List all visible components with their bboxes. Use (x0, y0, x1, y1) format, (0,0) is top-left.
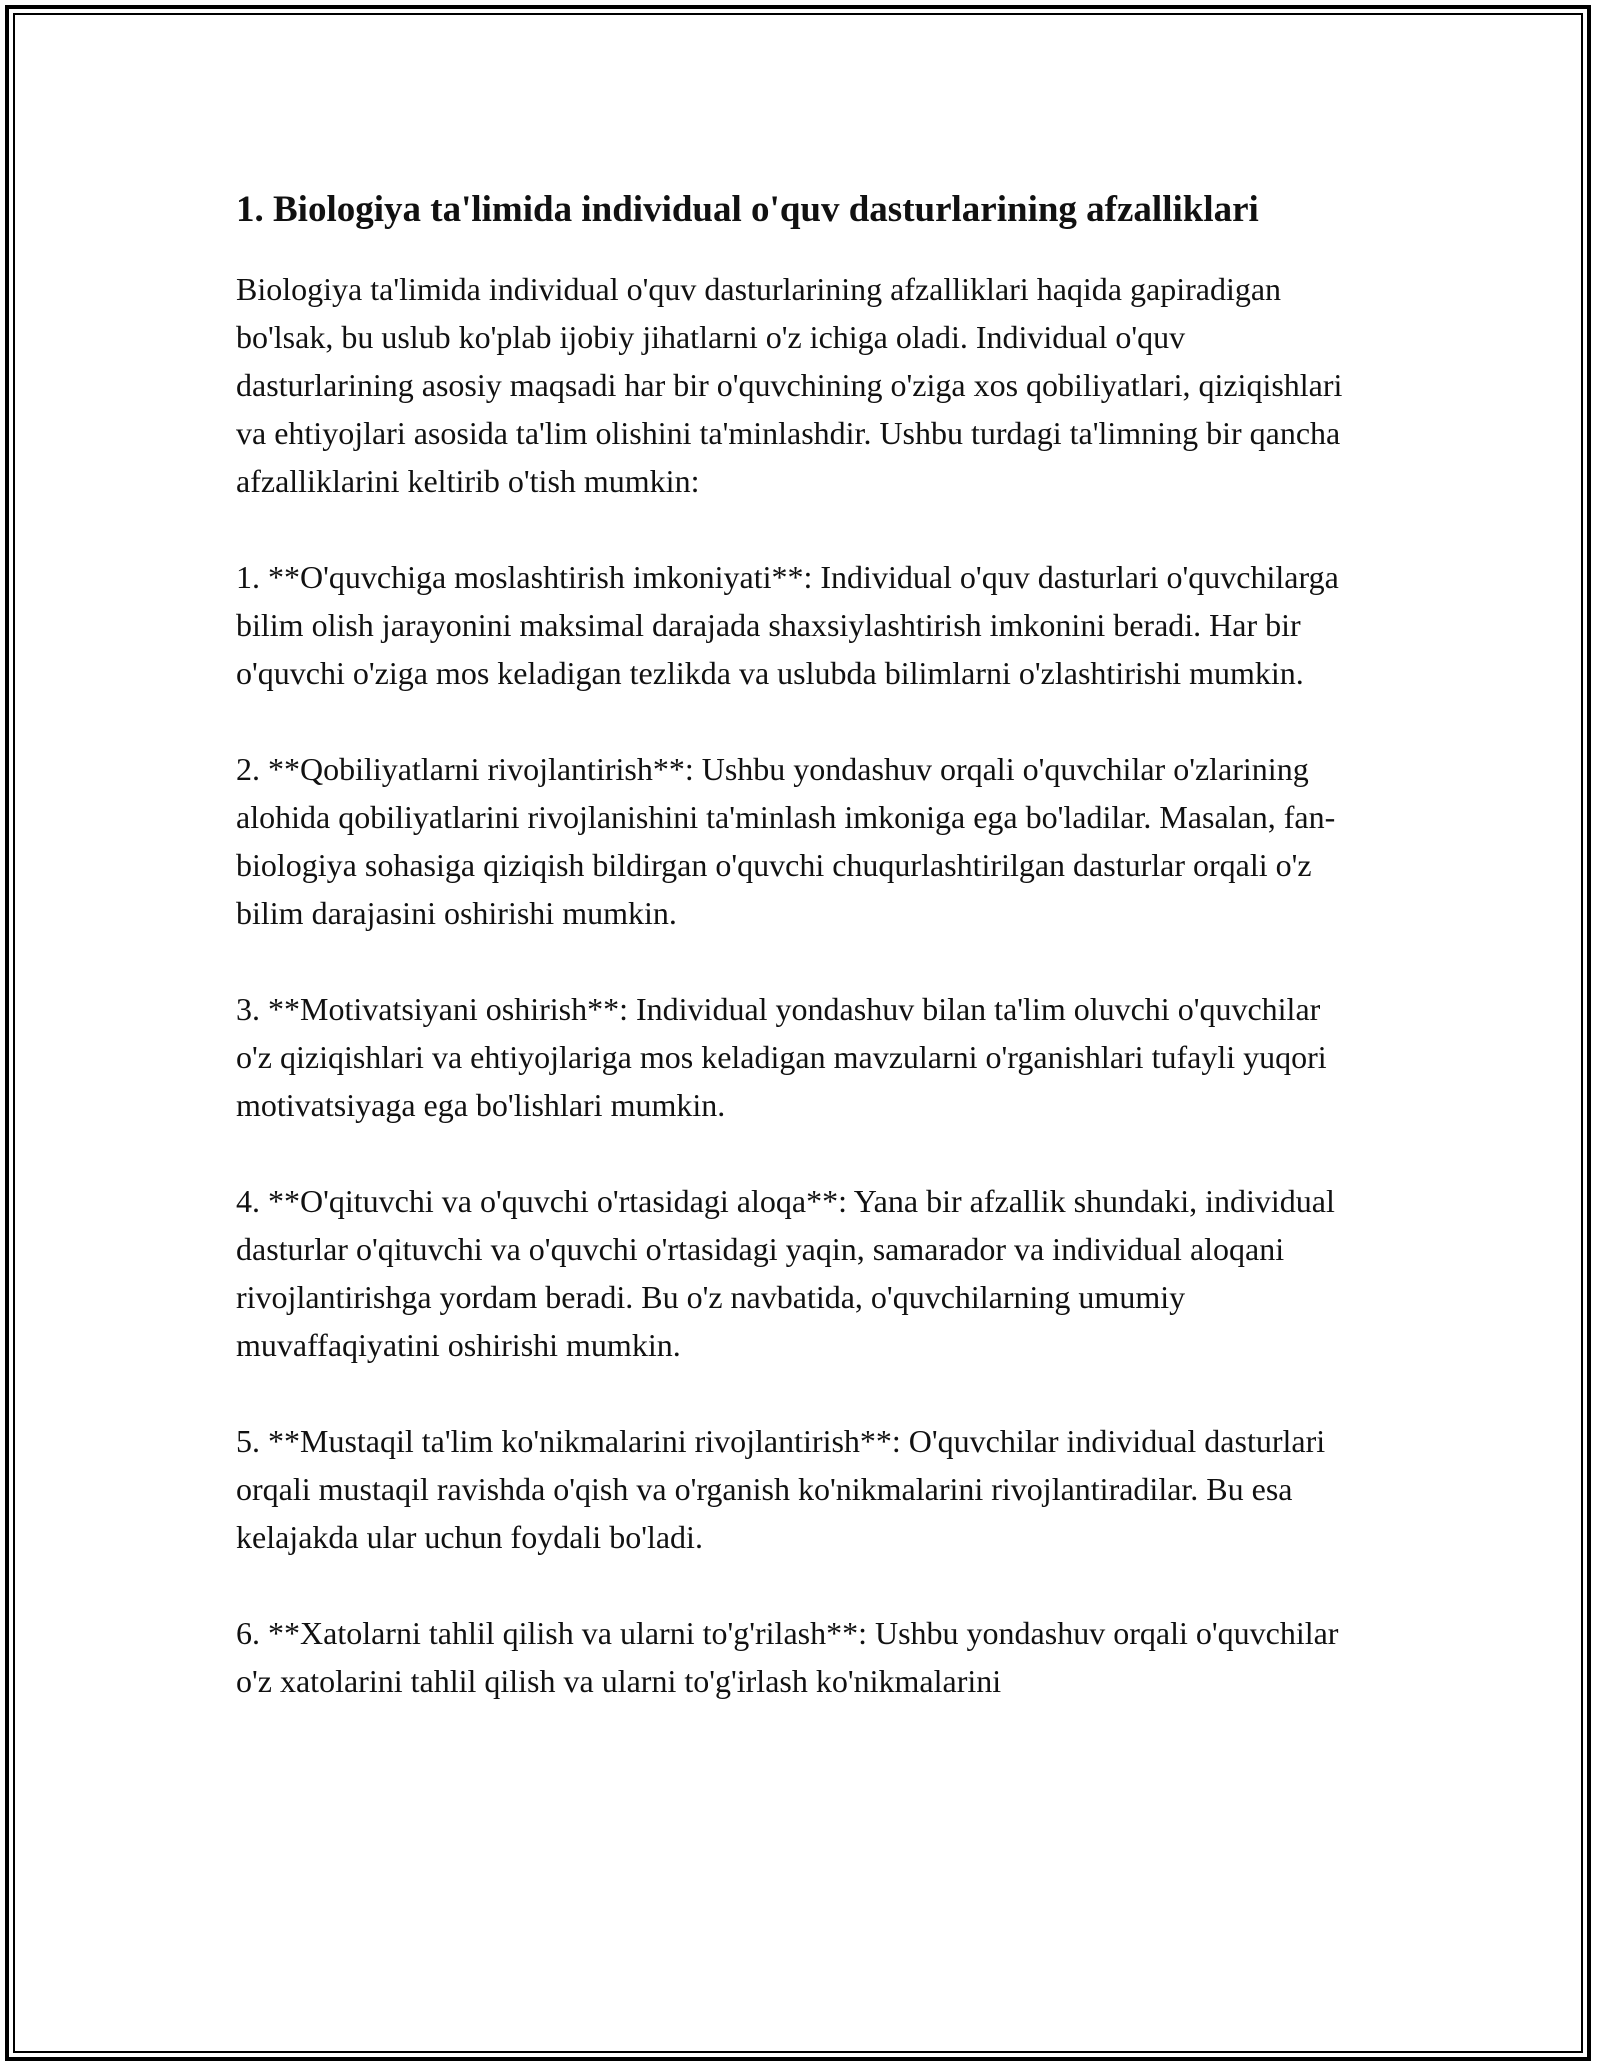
section-heading: 1. Biologiya ta'limida individual o'quv dasturlarining afzalliklari (236, 189, 1259, 230)
list-item-6: 6. **Xatolarni tahlil qilish va ularni to'g'rilash**: Ushbu yondashuv orqali o'quvchilar o'z xatolarini tahlil qilish va ularni to'g'irlash ko'nikmalarini (236, 1615, 1339, 1699)
list-item-4: 4. **O'qituvchi va o'quvchi o'rtasidagi aloqa**: Yana bir afzallik shundaki, individual dasturlar o'qituvchi va o'quvchi o'rtasidagi yaqin, samarador va individual aloqani rivojlantirishga yordam beradi. Bu o'z navbatida, o'quvchilarning umumiy muvaffaqiyatini oshirishi mumkin. (236, 1183, 1335, 1363)
list-item-1: 1. **O'quvchiga moslashtirish imkoniyati**: Individual o'quv dasturlari o'quvchilarga bilim olish jarayonini maksimal darajada shaxsiylashtirish imkonini beradi. Har bir o'quvchi o'ziga mos keladigan tezlikda va uslubda bilimlarni o'zlashtirishi mumkin. (236, 559, 1339, 691)
intro-paragraph: Biologiya ta'limida individual o'quv dasturlarining afzalliklari haqida gapiradigan bo'lsak, bu uslub ko'plab ijobiy jihatlarni o'z ichiga oladi. Individual o'quv dasturlarining asosiy maqsadi har bir o'quvchining o'ziga xos qobiliyatlari, qiziqishlari va ehtiyojlari asosida ta'lim olishini ta'minlashdir. Ushbu turdagi ta'limning bir qancha afzalliklarini keltirib o'tish mumkin: (236, 271, 1343, 499)
list-item-5: 5. **Mustaqil ta'lim ko'nikmalarini rivojlantirish**: O'quvchilar individual dasturlari orqali mustaqil ravishda o'qish va o'rganish ko'nikmalarini rivojlantiradilar. Bu esa kelajakda ular uchun foydali bo'ladi. (236, 1423, 1326, 1555)
document-page (236, 182, 1356, 1753)
list-item-3: 3. **Motivatsiyani oshirish**: Individual yondashuv bilan ta'lim oluvchi o'quvchilar o'z qiziqishlari va ehtiyojlariga mos keladigan mavzularni o'rganishlari tufayli yuqori motivatsiyaga ega bo'lishlari mumkin. (236, 991, 1327, 1123)
list-item-2: 2. **Qobiliyatlarni rivojlantirish**: Ushbu yondashuv orqali o'quvchilar o'zlarining alohida qobiliyatlarini rivojlanishini ta'minlash imkoniga ega bo'ladilar. Masalan, fan-biologiya sohasiga qiziqish bildirgan o'quvchi chuqurlashtirilgan dasturlar orqali o'z bilim darajasini oshirishi mumkin. (236, 751, 1336, 931)
